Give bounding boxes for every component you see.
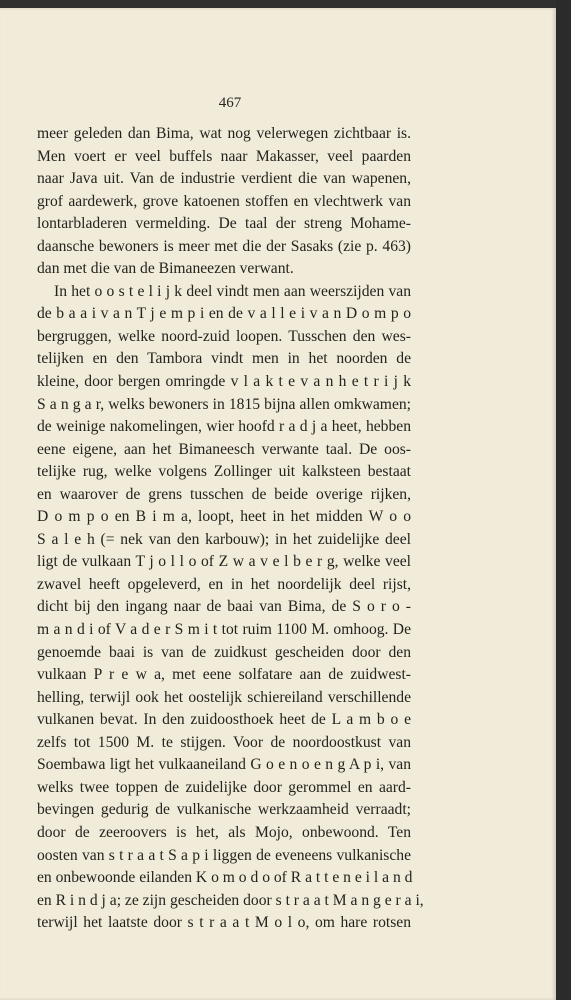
text-line: door de zeeroovers is het, als Mojo, onbewoond. Ten [37, 823, 411, 841]
scan-top-edge [0, 0, 571, 8]
text-line: S a n g a r, welks bewoners in 1815 bijna allen omkwamen; [37, 395, 411, 413]
text-line: de weinige nakomelingen, wier hoofd r a d j a heet, hebben [37, 418, 411, 436]
text-line: S a l e h (= nek van den karbouw); in het zuidelijke deel [37, 530, 411, 548]
text-line: dan met die van de Bimaneezen verwant. [37, 260, 294, 278]
text-line: grof aardewerk, grove katoenen stoffen en vlechtwerk van [37, 192, 411, 210]
text-line: en waarover de grens tusschen de beide overige rijken, [37, 485, 411, 503]
text-line: zelfs tot 1500 M. te stijgen. Voor de noordoostkust van [37, 733, 411, 751]
text-line: bergruggen, welke noord-zuid loopen. Tusschen den wes- [37, 327, 411, 345]
text-line: terwijl het laatste door s t r a a t M o l o, om hare rotsen [37, 914, 411, 932]
text-line: vulkanen bevat. In den zuidoosthoek heet de L a m b o e [37, 711, 411, 729]
text-line: In het o o s t e l i j k deel vindt men aan weerszijden van [54, 282, 411, 300]
text-line: helling, terwijl ook het oostelijk schiereiland verschillende [37, 688, 411, 706]
text-line: D o m p o en B i m a, loopt, heet in het midden W o o [37, 508, 411, 526]
text-line: telijken en den Tambora vindt men in het noorden de [37, 350, 411, 368]
text-line: Soembawa ligt het vulkaaneiland G o e n o e n g A p i, van [37, 756, 411, 774]
text-line: de b a a i v a n T j e m p i en de v a l l e i v a n D o m p o [37, 305, 411, 323]
text-line: dicht bij den ingang naar de baai van Bima, de S o r o - [37, 598, 411, 616]
text-line: eene eigene, aan het Bimaneesch verwante taal. De oos- [37, 440, 411, 458]
text-line: en R i n d j a; ze zijn gescheiden door s t r a a t M a n g e r a i, [37, 891, 424, 909]
text-line: genoemde baai is van de zuidkust gescheiden door den [37, 643, 411, 661]
text-line: en onbewoonde eilanden K o m o d o of R a t t e n e i l a n d [37, 869, 413, 887]
text-line: telijke rug, welke volgens Zollinger uit kalksteen bestaat [37, 463, 411, 481]
text-line: welks twee toppen de zuidelijke door gerommel en aard- [37, 778, 411, 796]
text-line: ligt de vulkaan T j o l l o of Z w a v e l b e r g, welke veel [37, 553, 411, 571]
text-line: kleine, door bergen omringde v l a k t e v a n h e t r i j k [37, 373, 411, 391]
body-text [37, 123, 424, 935]
page-number: 467 [218, 95, 242, 111]
scan-right-edge [556, 0, 571, 1000]
text-line: vulkaan P r e w a, met eene solfatare aan de zuidwest- [37, 666, 411, 684]
text-line: zwavel heeft opgeleverd, en in het noordelijk deel rijst, [37, 575, 411, 593]
text-line: Men voert er veel buffels naar Makasser, veel paarden [37, 147, 411, 165]
text-line: m a n d i of V a d e r S m i t tot ruim 1100 M. omhoog. De [37, 621, 411, 639]
text-line: daansche bewoners is meer met die der Sasaks (zie p. 463) [37, 237, 411, 255]
text-line: oosten van s t r a a t S a p i liggen de eveneens vulkanische [37, 846, 411, 864]
text-line: bevingen gedurig de vulkanische werkzaamheid verraadt; [37, 801, 411, 819]
text-line: meer geleden dan Bima, wat nog velerwegen zichtbaar is. [37, 125, 411, 142]
text-line: lontarbladeren vermelding. De taal der streng Mohame- [37, 215, 411, 233]
text-line: naar Java uit. Van de industrie verdient die van wapenen, [37, 170, 411, 188]
